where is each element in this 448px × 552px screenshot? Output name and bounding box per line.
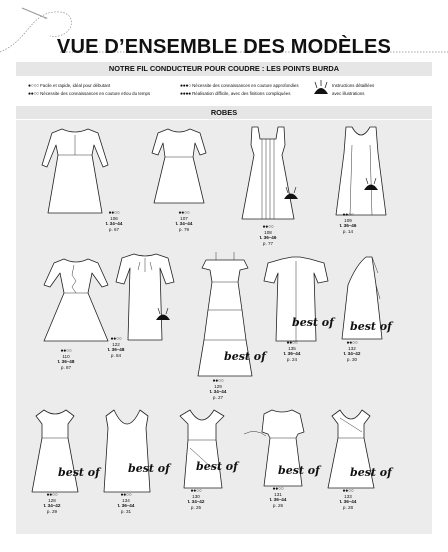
model-size: t. 34–44 [175,221,193,227]
model-page: p. 26 [272,502,284,508]
model-number: 128 [48,498,56,504]
dress-illustration-134 [100,408,154,496]
best-of-badge-128: best of [58,466,100,479]
model-label-129 [196,378,240,400]
dress-illustration-110 [38,255,114,345]
difficulty-dots: ●●○○ [46,492,58,498]
model-page: p. 87 [60,364,72,370]
model-number: 134 [122,498,130,504]
difficulty-dots: ●●○○ [60,348,72,354]
model-size: t. 34–44 [105,221,123,227]
model-size: t. 36–46 [339,223,357,229]
difficulty-dots: ●●○○ [190,488,202,494]
dress-illustration-108 [238,125,298,223]
pincushion-icon [312,80,330,96]
model-page: p. 67 [108,226,120,232]
model-number: 133 [344,494,352,500]
model-label-109 [326,212,370,234]
model-page: p. 79 [178,226,190,232]
difficulty-dots: ●●○○ [286,340,298,346]
legend-dots-3: ●●●○ [180,83,191,89]
dress-illustration-128 [30,408,80,496]
model-label-131 [256,486,300,508]
legend-item-1 [28,83,110,89]
model-page: p. 24 [286,356,298,362]
legend-item-3 [180,83,299,89]
legend-item-2 [28,91,150,97]
legend-text-5b: avec illustrations [332,91,365,96]
model-number: 108 [264,230,272,236]
model-number: 106 [110,216,118,222]
model-size: t. 34–42 [187,499,205,505]
model-number: 109 [344,218,352,224]
page-title: VUE D’ENSEMBLE DES MODÈLES [56,36,392,58]
legend-text-4: Réalisation difficile, avec des finitions compliquées [192,91,291,96]
difficulty-dots: ●●○○ [110,336,122,342]
legend-text-3: Nécessite des connaissances en couture approfondies [192,83,299,88]
best-of-badge-135: best of [292,316,334,329]
difficulty-dots: ●●○○ [120,492,132,498]
difficulty-dots: ●●○○ [272,486,284,492]
model-label-134 [104,492,148,514]
best-of-badge-133: best of [350,466,392,479]
model-page: p. 84 [110,352,122,358]
legend-dots-2: ●●○○ [28,91,39,97]
model-label-122 [94,336,138,358]
best-of-badge-134: best of [128,462,170,475]
legend-dots-4: ●●●● [180,91,191,97]
model-size: t. 36–44 [117,503,135,509]
legend-text-1: Facile et rapide, idéal pour débutant [40,83,111,88]
model-label-130 [174,488,218,510]
model-label-110 [44,348,88,370]
model-size: t. 36–44 [269,497,287,503]
difficulty-dots: ●●○○ [262,224,274,230]
model-label-133 [326,488,370,510]
section-title: ROBES [210,108,238,117]
dress-illustration-131 [242,408,314,490]
model-size: t. 36–44 [339,499,357,505]
model-page: p. 25 [190,504,202,510]
model-size: t. 36–46 [259,235,277,241]
model-page: p. 29 [46,508,58,514]
dress-illustration-107 [148,125,210,207]
dress-illustration-133 [326,408,376,492]
dress-illustration-106 [40,125,110,215]
model-label-106 [92,210,136,232]
model-label-107 [162,210,206,232]
pincushion-icon-122 [154,308,172,322]
difficulty-dots: ●●○○ [178,210,190,216]
model-number: 129 [214,384,222,390]
model-size: t. 34–42 [343,351,361,357]
model-page: p. 31 [120,508,132,514]
model-number: 122 [112,342,120,348]
model-page: p. 14 [342,228,354,234]
best-of-badge-131: best of [278,464,320,477]
model-page: p. 28 [342,504,354,510]
model-label-128 [30,492,74,514]
model-number: 110 [62,354,70,360]
dress-illustration-109 [334,125,388,219]
model-page: p. 30 [346,356,358,362]
pincushion-icon-109 [362,178,380,192]
dress-illustration-130 [176,408,228,492]
difficulty-dots: ●●○○ [342,212,354,218]
dress-illustration-135 [262,255,330,345]
difficulty-dots: ●●○○ [342,488,354,494]
legend-text-2: Nécessite des connaissances en couture et/ou du temps [40,91,151,96]
dress-illustration-122 [114,250,176,344]
difficulty-dots: ●●○○ [108,210,120,216]
model-size: t. 34–44 [209,389,227,395]
difficulty-dots: ●●○○ [212,378,224,384]
difficulty-dots: ●●○○ [346,340,358,346]
model-size: t. 36–48 [107,347,125,353]
model-page: p. 27 [212,394,224,400]
model-size: t. 34–42 [43,503,61,509]
legend-text-5a: Instructions détaillées [332,83,375,88]
model-label-135 [270,340,314,362]
model-number: 135 [288,346,296,352]
model-label-132 [330,340,374,362]
model-page: p. 77 [262,240,274,246]
model-number: 131 [274,492,282,498]
model-label-108 [246,224,290,246]
subtitle: NOTRE FIL CONDUCTEUR POUR COUDRE : LES POINTS BURDA [108,64,340,73]
model-number: 107 [180,216,188,222]
model-size: t. 36–48 [57,359,75,365]
model-number: 130 [192,494,200,500]
legend-dots-1: ●○○○ [28,83,39,89]
best-of-badge-130: best of [196,460,238,473]
pincushion-icon-108 [282,187,300,201]
legend-item-4 [180,91,290,97]
best-of-badge-129: best of [224,350,266,363]
model-size: t. 36–44 [283,351,301,357]
best-of-badge-132: best of [350,320,392,333]
model-number: 132 [348,346,356,352]
